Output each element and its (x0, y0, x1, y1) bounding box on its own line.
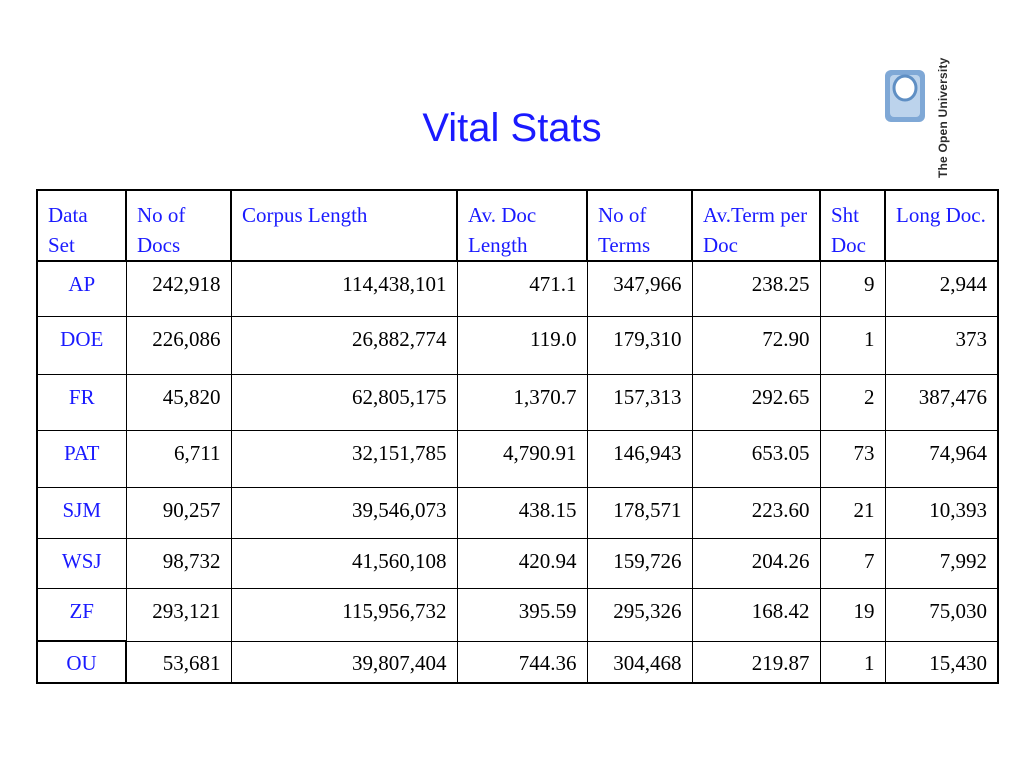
cell-av-doc-length: 438.15 (457, 487, 587, 538)
cell-av-doc-length: 4,790.91 (457, 430, 587, 487)
cell-long-doc: 10,393 (885, 487, 998, 538)
cell-av-doc-length: 744.36 (457, 641, 587, 683)
cell-corpus-length: 114,438,101 (231, 261, 457, 316)
cell-no-of-docs: 293,121 (126, 588, 231, 641)
cell-av-doc-length: 420.94 (457, 538, 587, 588)
cell-corpus-length: 26,882,774 (231, 316, 457, 374)
cell-sht-doc: 21 (820, 487, 885, 538)
header-corpus-length: Corpus Length (231, 190, 457, 261)
cell-sht-doc: 1 (820, 316, 885, 374)
table-row (37, 487, 998, 538)
cell-data-set: WSJ (37, 538, 126, 588)
cell-corpus-length: 115,956,732 (231, 588, 457, 641)
cell-av-term-per-doc: 204.26 (692, 538, 820, 588)
cell-long-doc: 75,030 (885, 588, 998, 641)
cell-av-doc-length: 471.1 (457, 261, 587, 316)
cell-no-of-docs: 6,711 (126, 430, 231, 487)
cell-corpus-length: 41,560,108 (231, 538, 457, 588)
cell-no-of-docs: 226,086 (126, 316, 231, 374)
table-row (37, 588, 998, 641)
cell-no-of-terms: 178,571 (587, 487, 692, 538)
table-row (37, 430, 998, 487)
cell-no-of-terms: 295,326 (587, 588, 692, 641)
cell-av-doc-length: 1,370.7 (457, 374, 587, 430)
cell-data-set: AP (37, 261, 126, 316)
logo-wordmark: The Open University (936, 57, 950, 178)
cell-av-term-per-doc: 72.90 (692, 316, 820, 374)
header-no-of-docs: No of Docs (126, 190, 231, 261)
cell-av-term-per-doc: 238.25 (692, 261, 820, 316)
cell-av-term-per-doc: 653.05 (692, 430, 820, 487)
cell-data-set: FR (37, 374, 126, 430)
cell-no-of-terms: 159,726 (587, 538, 692, 588)
cell-no-of-docs: 53,681 (126, 641, 231, 683)
cell-long-doc: 15,430 (885, 641, 998, 683)
cell-sht-doc: 19 (820, 588, 885, 641)
cell-data-set: SJM (37, 487, 126, 538)
cell-long-doc: 2,944 (885, 261, 998, 316)
cell-av-doc-length: 119.0 (457, 316, 587, 374)
cell-long-doc: 74,964 (885, 430, 998, 487)
cell-av-term-per-doc: 223.60 (692, 487, 820, 538)
vital-stats-table (36, 189, 999, 684)
cell-av-term-per-doc: 219.87 (692, 641, 820, 683)
cell-no-of-terms: 347,966 (587, 261, 692, 316)
cell-no-of-terms: 157,313 (587, 374, 692, 430)
cell-no-of-docs: 90,257 (126, 487, 231, 538)
table-row (37, 374, 998, 430)
cell-sht-doc: 9 (820, 261, 885, 316)
cell-corpus-length: 62,805,175 (231, 374, 457, 430)
table-row (37, 261, 998, 316)
header-av-term-per-doc: Av.Term per Doc (692, 190, 820, 261)
cell-long-doc: 373 (885, 316, 998, 374)
header-long-doc: Long Doc. (885, 190, 998, 261)
cell-no-of-docs: 98,732 (126, 538, 231, 588)
cell-sht-doc: 1 (820, 641, 885, 683)
cell-long-doc: 387,476 (885, 374, 998, 430)
cell-data-set: DOE (37, 316, 126, 374)
cell-long-doc: 7,992 (885, 538, 998, 588)
cell-av-term-per-doc: 168.42 (692, 588, 820, 641)
table-header-row (37, 190, 998, 261)
cell-sht-doc: 2 (820, 374, 885, 430)
cell-av-doc-length: 395.59 (457, 588, 587, 641)
cell-corpus-length: 39,546,073 (231, 487, 457, 538)
cell-av-term-per-doc: 292.65 (692, 374, 820, 430)
header-sht-doc: Sht Doc (820, 190, 885, 261)
header-av-doc-length: Av. Doc Length (457, 190, 587, 261)
cell-no-of-docs: 242,918 (126, 261, 231, 316)
cell-no-of-terms: 179,310 (587, 316, 692, 374)
cell-no-of-terms: 304,468 (587, 641, 692, 683)
cell-corpus-length: 39,807,404 (231, 641, 457, 683)
cell-data-set: OU (37, 641, 126, 683)
header-data-set: Data Set (37, 190, 126, 261)
table-row (37, 641, 998, 683)
cell-no-of-docs: 45,820 (126, 374, 231, 430)
cell-sht-doc: 73 (820, 430, 885, 487)
page-title: Vital Stats (422, 106, 602, 150)
cell-corpus-length: 32,151,785 (231, 430, 457, 487)
header-no-of-terms: No of Terms (587, 190, 692, 261)
cell-data-set: ZF (37, 588, 126, 641)
table-row (37, 316, 998, 374)
cell-sht-doc: 7 (820, 538, 885, 588)
table-row (37, 538, 998, 588)
cell-no-of-terms: 146,943 (587, 430, 692, 487)
cell-data-set: PAT (37, 430, 126, 487)
logo-circle (894, 76, 916, 100)
